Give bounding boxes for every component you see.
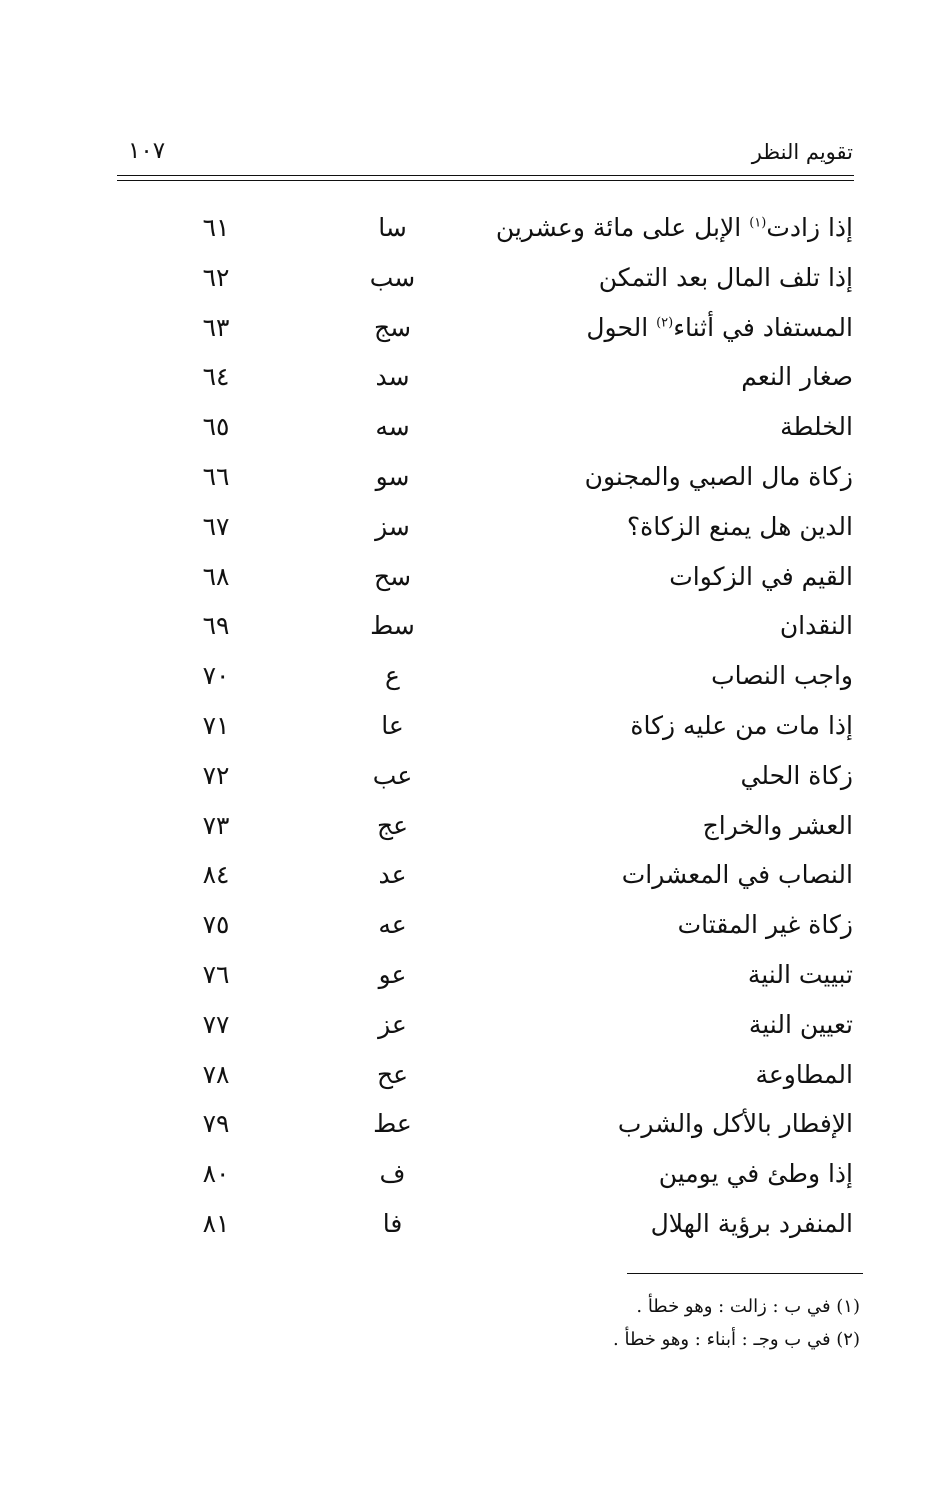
toc-entry-page-number: ٦٣: [202, 312, 230, 342]
toc-entry-title-text: المستفاد في أثناء: [673, 312, 853, 342]
footnote-1: (١) في ب : زالت : وهو خطأ .: [636, 1296, 860, 1317]
toc-row: [0, 751, 950, 801]
toc-entry-title: [651, 1199, 853, 1249]
toc-entry-title-text: إذا مات من عليه زكاة: [630, 710, 853, 740]
toc-entry-page-number: ٦٨: [202, 561, 230, 591]
footnote-2: (٢) في ب وجـ : أبناء : وهو خطأ .: [613, 1329, 860, 1350]
toc-row: [0, 552, 950, 602]
toc-entry-abjad-number: سه: [375, 412, 410, 442]
toc-entry-abjad-number: ع: [385, 661, 400, 691]
toc-entry-title-text: تبييت النية: [747, 959, 853, 989]
toc-entry-abjad-number: سب: [369, 262, 416, 292]
toc-entry-title-text: إذا وطئ في يومين: [658, 1159, 853, 1189]
toc-entry-title: [748, 950, 853, 1000]
toc-entry-title: [622, 850, 853, 900]
toc-entry-title: [627, 502, 853, 552]
footnote-reference: (١): [749, 215, 767, 231]
toc-entry-page-number: ٦١: [202, 213, 230, 242]
toc-entry-title-text: الدين هل يمنع الزكاة؟: [626, 511, 853, 541]
toc-entry-title-text: صغار النعم: [741, 362, 853, 392]
toc-row: [0, 900, 950, 950]
toc-entry-title-text: تعيين النية: [748, 1009, 853, 1039]
toc-entry-title-text: القيم في الزكوات: [669, 561, 853, 591]
toc-entry-abjad-number: عط: [373, 1109, 412, 1139]
toc-entry-abjad-number: سا: [378, 213, 407, 242]
toc-entry-title: [585, 452, 853, 502]
toc-entry-title-text: المطاوعة: [755, 1059, 853, 1089]
toc-row: [0, 601, 950, 651]
toc-entry-page-number: ٦٤: [202, 362, 230, 392]
toc-entry-title-text: زكاة مال الصبي والمجنون: [584, 461, 853, 491]
toc-entry-title: [630, 701, 853, 751]
toc-entry-title: [618, 1099, 853, 1149]
toc-entry-page-number: ٦٥: [202, 412, 230, 442]
toc-entry-page-number: ٧٨: [202, 1059, 230, 1089]
toc-entry-title-text: العشر والخراج: [702, 810, 853, 840]
toc-entry-title: [780, 601, 853, 651]
toc-row: [0, 651, 950, 701]
toc-entry-title: [599, 253, 853, 303]
toc-entry-title-text: الإفطار بالأكل والشرب: [617, 1109, 853, 1139]
toc-entry-page-number: ٦٩: [202, 611, 230, 641]
toc-entry-abjad-number: فا: [382, 1208, 403, 1238]
footnote-reference: (٢): [656, 315, 674, 331]
toc-entry-page-number: ٦٧: [202, 511, 230, 541]
toc-row: [0, 1050, 950, 1100]
page-number: ١٠٧: [128, 138, 166, 164]
toc-entry-page-number: ٧٩: [202, 1109, 230, 1139]
toc-entry-page-number: ٨١: [202, 1208, 230, 1238]
toc-entry-title-text: إذا زادت: [766, 213, 853, 242]
toc-entry-abjad-number: عج: [376, 810, 409, 840]
toc-entry-title: [780, 402, 853, 452]
header-rule-double: [117, 180, 854, 181]
toc-entry-title-text: زكاة الحلي: [740, 760, 853, 790]
toc-row: [0, 502, 950, 552]
toc-entry-title-text: إذا تلف المال بعد التمكن: [598, 262, 853, 292]
header-rule: [117, 175, 854, 176]
toc-row: [0, 253, 950, 303]
toc-entry-abjad-number: سط: [370, 611, 415, 641]
toc-entry-abjad-number: سح: [373, 561, 412, 591]
toc-entry-abjad-number: عو: [378, 959, 407, 989]
toc-entry-abjad-number: سج: [373, 312, 412, 342]
toc-row: [0, 402, 950, 452]
toc-entry-page-number: ٧٥: [202, 910, 230, 940]
toc-entry-abjad-number: عه: [378, 910, 407, 940]
toc-entry-title-text: النصاب في المعشرات: [621, 860, 853, 890]
toc-entry-title: [659, 1149, 853, 1199]
toc-entry-title: [703, 801, 853, 851]
toc-row: [0, 303, 950, 353]
toc-row: [0, 950, 950, 1000]
toc-entry-title: [711, 651, 853, 701]
toc-entry-abjad-number: سز: [375, 511, 410, 541]
toc-entry-abjad-number: سو: [375, 461, 410, 491]
toc-entry-title: [586, 303, 853, 353]
footnotes: [613, 1290, 860, 1356]
toc-entry-title: [496, 203, 853, 253]
toc-row: [0, 452, 950, 502]
toc-entry-page-number: ٧٣: [202, 810, 230, 840]
toc-entry-abjad-number: عب: [372, 760, 413, 790]
running-title: تقويم النظر: [751, 140, 853, 164]
toc-entry-page-number: ٦٦: [202, 461, 230, 491]
toc-entry-title: [669, 552, 853, 602]
toc-row: [0, 1199, 950, 1249]
toc-entry-page-number: ٨٤: [202, 860, 230, 890]
toc-entry-title: [741, 751, 853, 801]
toc-entry-abjad-number: عا: [381, 710, 404, 740]
toc-entry-page-number: ٧٧: [202, 1009, 230, 1039]
toc-row: [0, 1149, 950, 1199]
toc-row: [0, 850, 950, 900]
toc-row: [0, 1000, 950, 1050]
toc-entry-abjad-number: ف: [379, 1159, 406, 1189]
toc-entry-title: [678, 900, 853, 950]
toc-entry-title-text: زكاة غير المقتات: [677, 910, 853, 940]
toc-entry-abjad-number: سد: [375, 362, 410, 392]
toc-entry-abjad-number: عح: [376, 1059, 409, 1089]
toc-entry-title-text: الخلطة: [780, 412, 853, 442]
toc-entry-title-text: المنفرد برؤية الهلال: [650, 1208, 853, 1238]
toc-row: [0, 352, 950, 402]
toc-entry-title: [749, 1000, 853, 1050]
toc-entry-abjad-number: عد: [378, 860, 407, 890]
toc-row: [0, 701, 950, 751]
toc-entry-title-text: واجب النصاب: [711, 661, 853, 691]
toc-entry-title: [741, 352, 853, 402]
toc-entry-page-number: ٧٦: [202, 959, 230, 989]
toc-entry-title-continued: الإبل على مائة وعشرين: [495, 213, 742, 242]
toc-row: [0, 203, 950, 253]
toc-entry-page-number: ٨٠: [202, 1159, 230, 1189]
toc-entry-page-number: ٧٠: [202, 661, 230, 691]
toc-entry-page-number: ٧٢: [202, 760, 230, 790]
toc-entry-title-text: النقدان: [779, 611, 853, 641]
toc-entry-page-number: ٦٢: [202, 262, 230, 292]
toc-entry-page-number: ٧١: [202, 710, 230, 740]
footnote-separator: [627, 1273, 863, 1274]
toc-row: [0, 1099, 950, 1149]
toc-entry-title: [755, 1050, 853, 1100]
toc-row: [0, 801, 950, 851]
toc-entry-abjad-number: عز: [378, 1009, 407, 1039]
table-of-contents: [0, 203, 950, 1249]
toc-entry-title-continued: الحول: [586, 312, 649, 342]
